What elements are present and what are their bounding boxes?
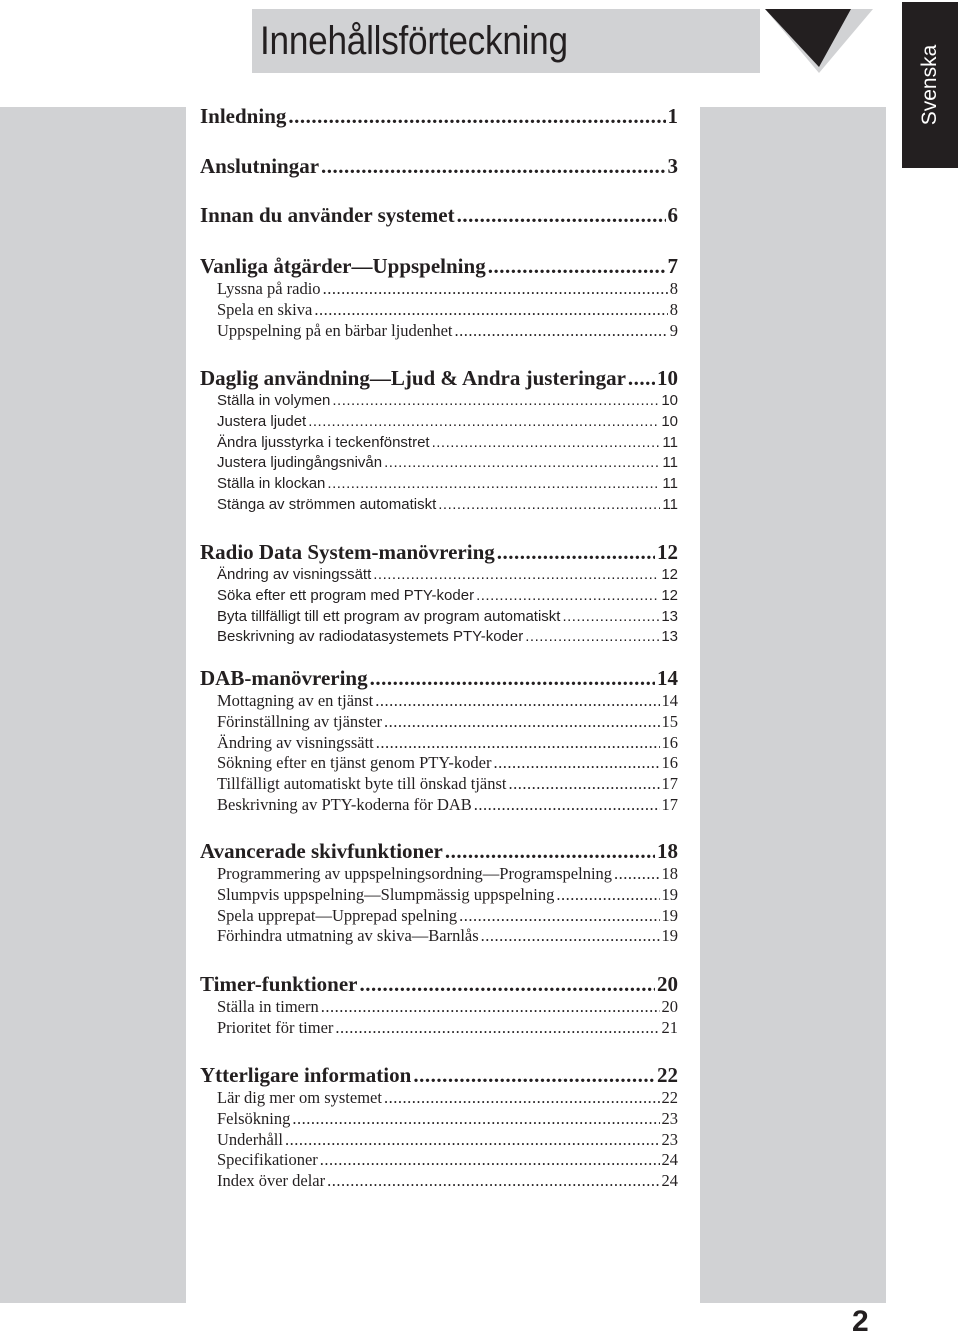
toc-leader-dots xyxy=(335,1018,659,1039)
toc-leader-dots xyxy=(375,691,659,712)
page-number: 2 xyxy=(852,1305,869,1338)
toc-subitem-page: 11 xyxy=(662,454,678,472)
language-tab-label: Svenska xyxy=(918,44,941,126)
toc-subitem xyxy=(200,1109,678,1130)
toc-chapter-title: Vanliga åtgärder—Uppspelning xyxy=(200,254,486,278)
toc-subitem-title: Sökning efter en tjänst genom PTY-koder xyxy=(217,753,492,773)
toc-subitem xyxy=(200,565,678,586)
toc-subitem-page: 9 xyxy=(669,320,678,340)
toc-leader-dots xyxy=(476,586,659,607)
toc-subitem-page: 20 xyxy=(661,997,678,1016)
toc-subitem-page: 19 xyxy=(661,884,678,904)
toc-subitem-title: Slumpvis uppspelning—Slumpmässig uppspelning xyxy=(217,884,555,904)
toc-leader-dots xyxy=(314,300,667,321)
toc-subitem-page: 13 xyxy=(661,607,678,625)
toc-chapter-title: Inledning xyxy=(200,104,287,128)
toc-chapter-title: Daglig användning—Ljud & Andra justeringar xyxy=(200,366,626,390)
down-triangle-icon xyxy=(765,9,873,73)
toc-subitem-title: Beskrivning av PTY-koderna för DAB xyxy=(217,795,472,814)
toc-chapter xyxy=(200,102,678,130)
toc-subitem-page: 12 xyxy=(661,586,678,604)
toc-leader-dots xyxy=(292,1109,659,1130)
toc-subitem xyxy=(200,885,678,906)
toc-leader-dots xyxy=(494,753,660,774)
toc-subitem-title: Söka efter ett program med PTY-koder xyxy=(217,586,475,604)
toc-subitem-page: 23 xyxy=(661,1108,678,1128)
toc-subitem-title: Spela upprepat—Upprepad spelning xyxy=(217,905,458,925)
toc-subitem-title: Justera ljudet xyxy=(217,412,307,430)
toc-subitem-page: 17 xyxy=(661,774,678,794)
toc-leader-dots xyxy=(432,433,661,454)
toc-leader-dots xyxy=(525,627,659,648)
toc-leader-dots xyxy=(384,1088,660,1109)
toc-subitem-page: 12 xyxy=(661,566,678,583)
toc-subitem-title: Underhåll xyxy=(217,1129,283,1149)
toc-leader-dots xyxy=(288,102,665,130)
toc-leader-dots xyxy=(556,885,659,906)
toc-leader-dots xyxy=(320,1150,660,1171)
toc-subitem-title: Felsökning xyxy=(217,1108,291,1128)
toc-subitem xyxy=(200,607,678,628)
toc-leader-dots xyxy=(327,474,660,495)
toc-leader-dots xyxy=(457,201,666,229)
toc-chapter xyxy=(200,201,678,229)
toc-subitem-title: Programmering av uppspelningsordning—Programspelning xyxy=(217,864,613,883)
right-margin-band xyxy=(700,107,886,1303)
toc-subitem xyxy=(200,753,678,774)
toc-subitem xyxy=(200,391,678,412)
toc-subitem-title: Index över delar xyxy=(217,1171,326,1191)
toc-subitem-title: Mottagning av en tjänst xyxy=(217,691,374,710)
toc-subitem xyxy=(200,279,678,300)
toc-leader-dots xyxy=(327,1171,659,1192)
title-bar xyxy=(252,9,760,73)
toc-subitem-page: 16 xyxy=(661,753,678,773)
toc-subitem-title: Förinställning av tjänster xyxy=(217,711,382,731)
toc-chapter-page: 14 xyxy=(657,666,678,690)
toc-chapter xyxy=(200,837,678,865)
toc-subitem-page: 11 xyxy=(662,496,678,513)
toc-leader-dots xyxy=(497,538,655,566)
toc-subitem-title: Ändring av visningssätt xyxy=(217,732,374,752)
toc-subitem-title: Förhindra utmatning av skiva—Barnlås xyxy=(217,926,479,946)
toc-subitem-page: 18 xyxy=(661,864,678,883)
toc-chapter-page: 12 xyxy=(657,540,678,564)
toc-chapter-title: Ytterligare information xyxy=(200,1063,412,1087)
toc-subitem xyxy=(200,691,678,712)
toc-subitem-title: Stänga av strömmen automatiskt xyxy=(217,496,437,513)
toc-subitem xyxy=(200,1150,678,1171)
toc-chapter xyxy=(200,364,678,392)
toc-chapter xyxy=(200,970,678,998)
toc-leader-dots xyxy=(614,864,659,885)
toc-chapter-page: 22 xyxy=(657,1063,678,1087)
toc-subitem-title: Ställa in timern xyxy=(217,997,319,1016)
toc-subitem-page: 19 xyxy=(661,905,678,925)
toc-leader-dots xyxy=(628,364,655,392)
toc-subitem-page: 22 xyxy=(661,1088,678,1107)
toc-chapter-page: 20 xyxy=(657,972,678,996)
toc-subitem xyxy=(200,795,678,816)
toc-chapter xyxy=(200,538,678,566)
toc-leader-dots xyxy=(321,152,665,180)
toc-chapter-title: Radio Data System-manövrering xyxy=(200,540,495,564)
toc-chapter xyxy=(200,1061,678,1089)
toc-leader-dots xyxy=(370,664,655,692)
toc-subitem xyxy=(200,997,678,1018)
toc-subitem-title: Lyssna på radio xyxy=(217,279,321,298)
toc-leader-dots xyxy=(373,565,659,586)
toc-subitem-page: 8 xyxy=(669,279,678,298)
toc-leader-dots xyxy=(509,774,660,795)
toc-chapter-title: Anslutningar xyxy=(200,154,320,178)
toc-subitem xyxy=(200,1130,678,1151)
toc-subitem-page: 11 xyxy=(662,475,678,493)
toc-subitem xyxy=(200,926,678,947)
toc-leader-dots xyxy=(323,279,668,300)
language-tab xyxy=(902,2,958,168)
toc-chapter-page: 10 xyxy=(657,366,678,390)
toc-chapter-page: 18 xyxy=(657,839,678,863)
toc-leader-dots xyxy=(481,926,660,947)
toc-subitem-page: 17 xyxy=(661,795,678,814)
toc-chapter-page: 1 xyxy=(667,104,678,128)
toc-subitem-page: 24 xyxy=(661,1150,678,1170)
toc-subitem xyxy=(200,474,678,495)
toc-subitem-title: Lär dig mer om systemet xyxy=(217,1088,382,1107)
toc-subitem-page: 13 xyxy=(661,628,678,646)
toc-subitem xyxy=(200,453,678,474)
toc-subitem xyxy=(200,864,678,885)
toc-subitem-page: 10 xyxy=(661,412,678,430)
toc-chapter-page: 3 xyxy=(667,154,678,178)
toc-subitem-page: 11 xyxy=(662,433,678,451)
toc-chapter-title: Avancerade skivfunktioner xyxy=(200,839,443,863)
toc-subitem xyxy=(200,1088,678,1109)
toc-subitem-title: Ställa in volymen xyxy=(217,392,331,409)
toc-subitem xyxy=(200,1171,678,1192)
toc-leader-dots xyxy=(384,453,660,474)
toc-leader-dots xyxy=(384,712,660,733)
toc-subitem-title: Ställa in klockan xyxy=(217,475,326,493)
toc-subitem-page: 19 xyxy=(661,926,678,946)
toc-subitem xyxy=(200,321,678,342)
toc-subitem xyxy=(200,906,678,927)
page-title: Innehållsförteckning xyxy=(260,19,568,63)
toc-subitem-page: 21 xyxy=(661,1017,678,1037)
toc-subitem xyxy=(200,627,678,648)
toc-subitem xyxy=(200,495,678,516)
toc-subitem-title: Prioritet för timer xyxy=(217,1017,334,1037)
toc-chapter-title: DAB-manövrering xyxy=(200,666,368,690)
toc-chapter xyxy=(200,664,678,692)
toc-subitem-title: Uppspelning på en bärbar ljudenhet xyxy=(217,320,453,340)
toc-subitem-page: 8 xyxy=(669,299,678,319)
toc-subitem-page: 10 xyxy=(661,392,678,409)
toc-leader-dots xyxy=(413,1061,655,1089)
toc-leader-dots xyxy=(488,252,666,280)
toc-chapter-title: Innan du använder systemet xyxy=(200,203,455,227)
toc-chapter-page: 6 xyxy=(667,203,678,227)
toc-leader-dots xyxy=(459,906,659,927)
toc-subitem-title: Spela en skiva xyxy=(217,299,313,319)
toc-subitem xyxy=(200,586,678,607)
toc-subitem-page: 15 xyxy=(661,711,678,731)
toc-subitem-title: Ändra ljusstyrka i teckenfönstret xyxy=(217,433,430,451)
toc-leader-dots xyxy=(376,733,660,754)
toc-subitem-title: Specifikationer xyxy=(217,1150,318,1170)
toc-chapter xyxy=(200,152,678,180)
toc-subitem xyxy=(200,300,678,321)
toc-chapter-page: 7 xyxy=(667,254,678,278)
toc-leader-dots xyxy=(455,321,668,342)
toc-subitem-page: 24 xyxy=(661,1171,678,1191)
toc-subitem xyxy=(200,412,678,433)
toc-leader-dots xyxy=(308,412,659,433)
toc-subitem xyxy=(200,433,678,454)
toc-subitem xyxy=(200,733,678,754)
toc-subitem-page: 23 xyxy=(661,1129,678,1149)
toc-leader-dots xyxy=(332,391,659,412)
toc-leader-dots xyxy=(438,495,660,516)
toc-subitem xyxy=(200,712,678,733)
toc-leader-dots xyxy=(562,607,659,628)
toc-subitem-title: Justera ljudingångsnivån xyxy=(217,454,383,472)
toc-subitem-title: Byta tillfälligt till ett program av program automatiskt xyxy=(217,607,561,625)
toc-chapter xyxy=(200,252,678,280)
toc-leader-dots xyxy=(285,1130,660,1151)
toc-leader-dots xyxy=(445,837,655,865)
toc-subitem xyxy=(200,1018,678,1039)
toc-subitem-title: Beskrivning av radiodatasystemets PTY-koder xyxy=(217,628,524,646)
toc-chapter-title: Timer-funktioner xyxy=(200,972,358,996)
left-margin-band xyxy=(0,107,186,1303)
toc-leader-dots xyxy=(360,970,656,998)
toc-subitem-page: 16 xyxy=(661,732,678,752)
toc-subitem-title: Tillfälligt automatiskt byte till önskad tjänst xyxy=(217,774,507,794)
toc-subitem-title: Ändring av visningssätt xyxy=(217,566,372,583)
toc-subitem-page: 14 xyxy=(661,691,678,710)
toc-subitem xyxy=(200,774,678,795)
toc-leader-dots xyxy=(474,795,660,816)
toc-leader-dots xyxy=(321,997,660,1018)
